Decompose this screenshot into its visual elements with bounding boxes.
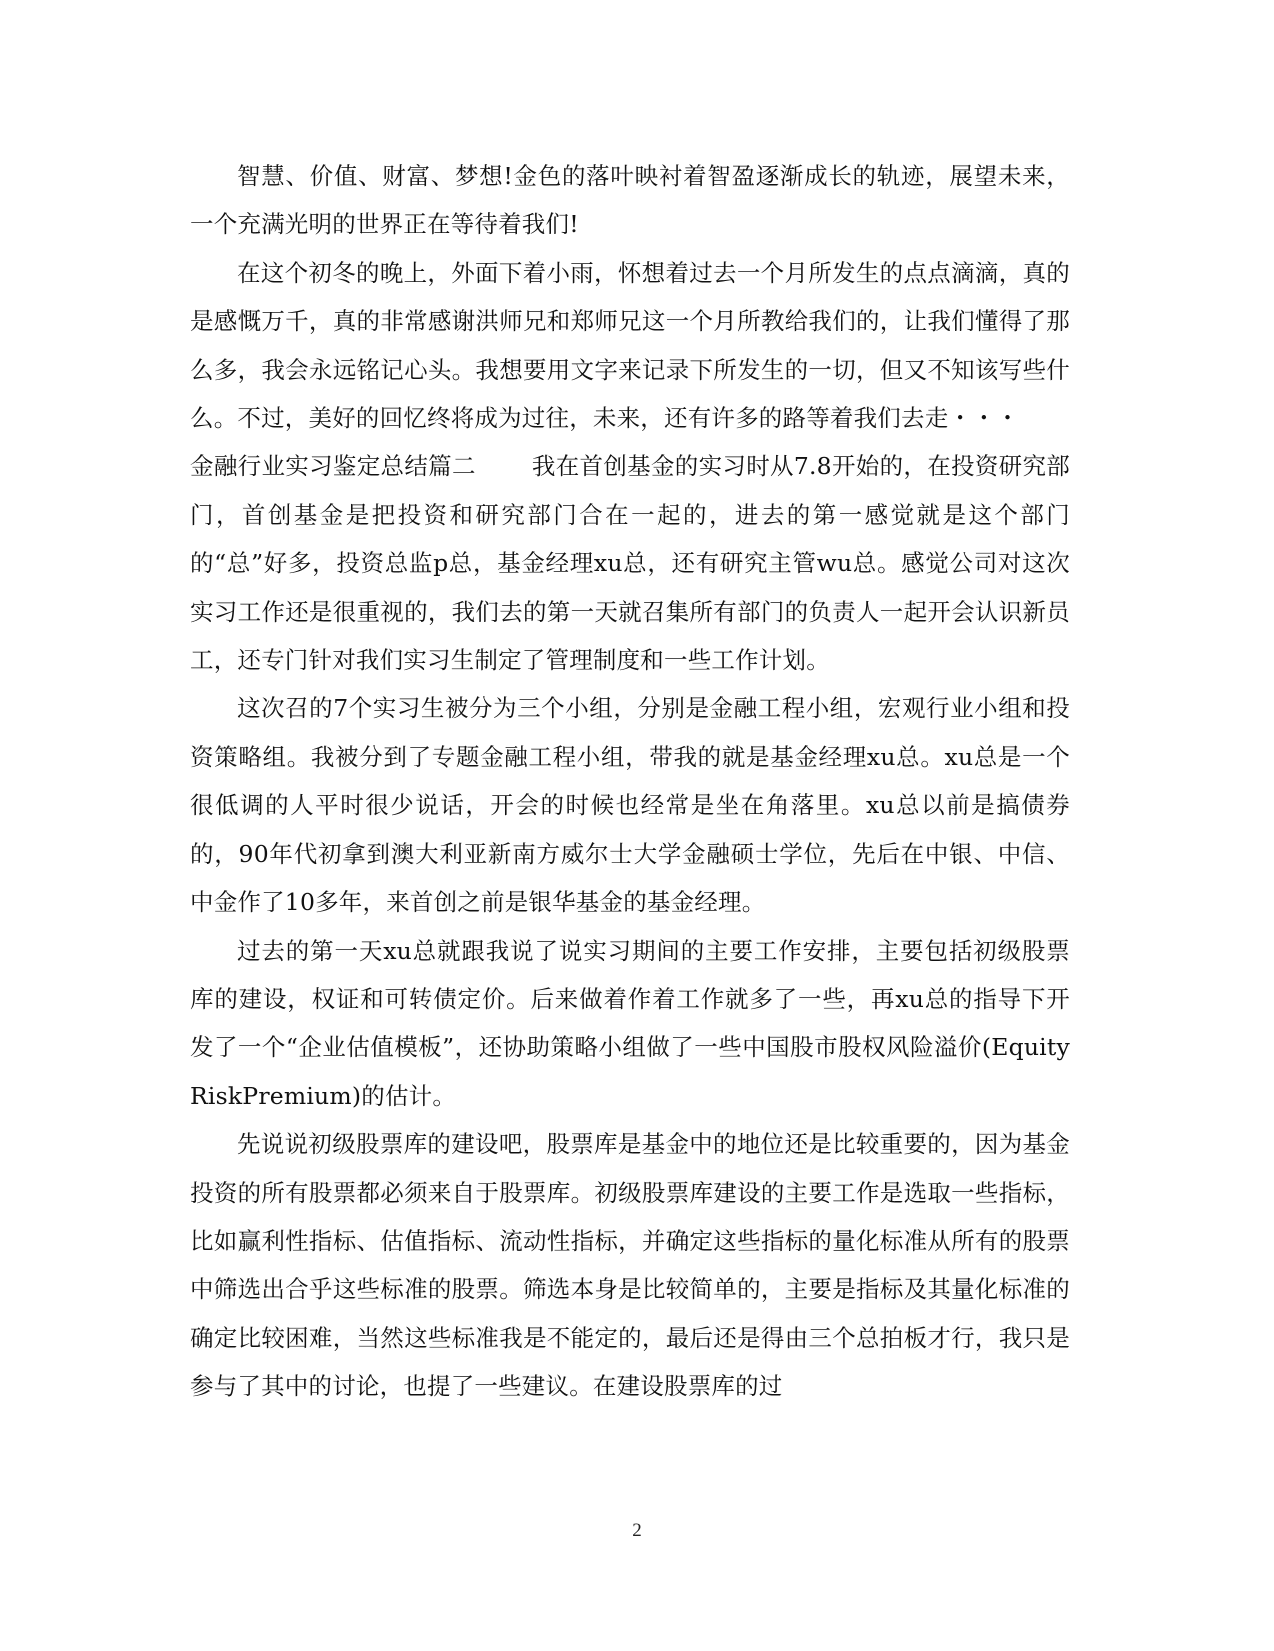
document-body: [190, 152, 1070, 1411]
paragraph-stock-pool: 先说说初级股票库的建设吧，股票库是基金中的地位还是比较重要的，因为基金投资的所有股票都必须来自于股票库。初级股票库建设的主要工作是选取一些指标，比如赢利性指标、估值指标、流动性指标，并确定这些指标的量化标准从所有的股票中筛选出合乎这些标准的股票。筛选本身是比较简单的，主要是指标及其量化标准的确定比较困难，当然这些标准我是不能定的，最后还是得由三个总拍板才行，我只是参与了其中的讨论，也提了一些建议。在建设股票库的过: [190, 1130, 1070, 1401]
page-number: 2: [632, 1520, 642, 1541]
section-intro: 我在首创基金的实习时从7.8开始的，在投资研究部门，首创基金是把投资和研究部门合在一起的，进去的第一感觉就是这个部门的“总”好多，投资总监p总，基金经理xu总，还有研究主管wu总。感觉公司对这次实习工作还是很重视的，我们去的第一天就召集所有部门的负责人一起开会认识新员工，还专门针对我们实习生制定了管理制度和一些工作计划。: [190, 452, 1070, 675]
paragraph-vision: 智慧、价值、财富、梦想!金色的落叶映衬着智盈逐渐成长的轨迹，展望未来，一个充满光明的世界正在等待着我们!: [190, 162, 1070, 239]
paragraph-interns: 这次召的7个实习生被分为三个小组，分别是金融工程小组，宏观行业小组和投资策略组。我被分到了专题金融工程小组，带我的就是基金经理xu总。xu总是一个很低调的人平时很少说话，开会的时候也经常是坐在角落里。xu总以前是搞债券的，90年代初拿到澳大利亚新南方威尔士大学金融硕士学位，先后在中银、中信、中金作了10多年，来首创之前是银华基金的基金经理。: [190, 694, 1070, 917]
section-heading: 金融行业实习鉴定总结篇二: [190, 452, 476, 481]
paragraph-reflection: 在这个初冬的晚上，外面下着小雨，怀想着过去一个月所发生的点点滴滴，真的是感慨万千，真的非常感谢洪师兄和郑师兄这一个月所教给我们的，让我们懂得了那么多，我会永远铭记心头。我想要用文字来记录下所发生的一切，但又不知该写些什么。不过，美好的回忆终将成为过往，未来，还有许多的路等着我们去走・・・: [190, 258, 1070, 433]
paragraph-work-arrangement: 过去的第一天xu总就跟我说了说实习期间的主要工作安排，主要包括初级股票库的建设，权证和可转债定价。后来做着作着工作就多了一些，再xu总的指导下开发了一个“企业估值模板”，还协助策略小组做了一些中国股市股权风险溢价(EquityRiskPremium)的估计。: [190, 936, 1070, 1110]
section-heading-paragraph: [190, 442, 1070, 684]
